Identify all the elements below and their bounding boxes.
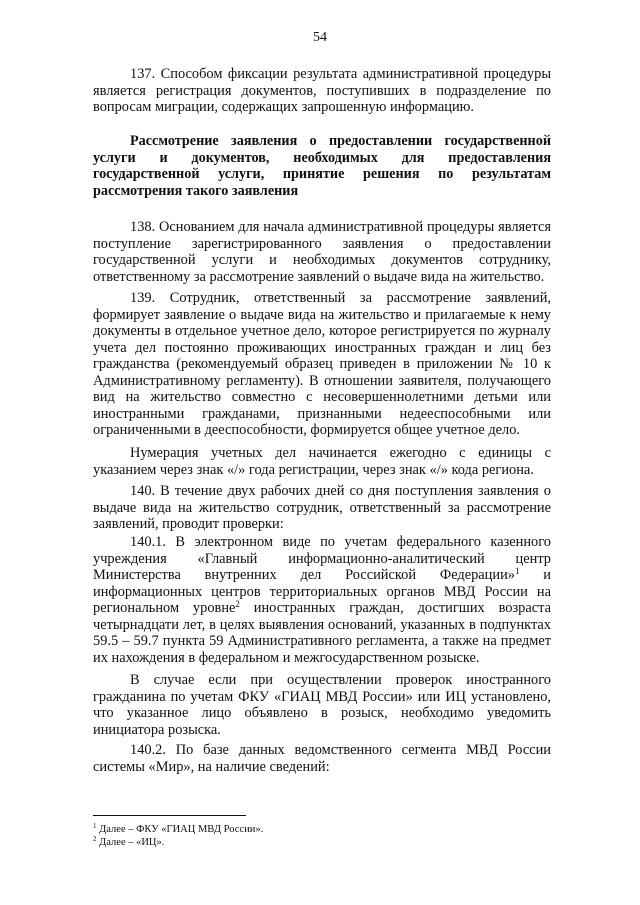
paragraph-140-1-part-a: 140.1. В электронном виде по учетам федерального казенного учреждения «Главный информационно-аналитический центр Министерства внутренних дел Российской Федерации»: [93, 534, 551, 583]
footnote-divider: [93, 815, 246, 816]
footnote-mark-1: 1: [514, 566, 520, 576]
paragraph-140-1-part-b: и информационных центров территориальных органов МВД России на региональном уровне: [93, 567, 551, 616]
footnote-2-mark: 2: [93, 835, 97, 843]
paragraph-search-notice: В случае если при осуществлении проверок иностранного гражданина по учетам ФКУ «ГИАЦ МВД России» или ИЦ установлено, что указанное лицо объявлено в розыск, необходимо уведомить инициатора розыска.: [93, 672, 551, 738]
paragraph-138: 138. Основанием для начала административной процедуры является поступление зарегистрированного заявления о предоставлении государственной услуги и необходимых документов сотруднику, ответственному за рассмотрение заявлений о выдаче вида на жительство.: [93, 219, 551, 285]
section-heading: Рассмотрение заявления о предоставлении государственной услуги и документов, необходимых для предоставления государственной услуги, принятие решения по результатам рассмотрения такого заявления: [93, 133, 551, 199]
paragraph-137: 137. Способом фиксации результата административной процедуры является регистрация документов, поступивших в подразделение по вопросам миграции, содержащих запрошенную информацию.: [93, 66, 551, 115]
paragraph-140-2: 140.2. По базе данных ведомственного сегмента МВД России системы «Мир», на наличие сведений:: [93, 742, 551, 775]
paragraph-numbering: Нумерация учетных дел начинается ежегодно с единицы с указанием через знак «/» года регистрации, через знак «/» кода региона.: [93, 445, 551, 478]
paragraph-139: 139. Сотрудник, ответственный за рассмотрение заявлений, формирует заявление о выдаче вида на жительство и прилагаемые к нему документы в отдельное учетное дело, которое регистрируется по журналу учета дел постоянно проживающих иностранных граждан и лиц без гражданства (рекомендуемый образец приведен в приложении № 10 к Административному регламенту). В отношении заявителя, получающего вид на жительство совместно с несовершеннолетними детьми или иностранными гражданами, признанными недееспособными или ограниченными в дееспособности, формируется общее учетное дело.: [93, 290, 551, 438]
footnote-1-text: Далее – ФКУ «ГИАЦ МВД России».: [99, 824, 264, 835]
paragraph-140-1-part-c: иностранных граждан, достигших возраста четырнадцати лет, в целях выявления оснований, указанных в подпунктах 59.5 – 59.7 пункта 59 Административного регламента, а также на предмет их нахождения в федеральном и межгосударственном розыске.: [93, 600, 551, 666]
paragraph-140: 140. В течение двух рабочих дней со дня поступления заявления о выдаче вида на жительство сотрудник, ответственный за рассмотрение заявлений, проводит проверки:: [93, 483, 551, 532]
footnote-1: [93, 823, 551, 836]
page-number: 54: [313, 30, 327, 45]
footnote-2-text: Далее – «ИЦ».: [99, 837, 165, 848]
footnote-mark-2: 2: [235, 599, 240, 609]
footnote-1-mark: 1: [93, 822, 97, 830]
footnote-2: [93, 836, 551, 849]
paragraph-140-1: [93, 534, 551, 666]
